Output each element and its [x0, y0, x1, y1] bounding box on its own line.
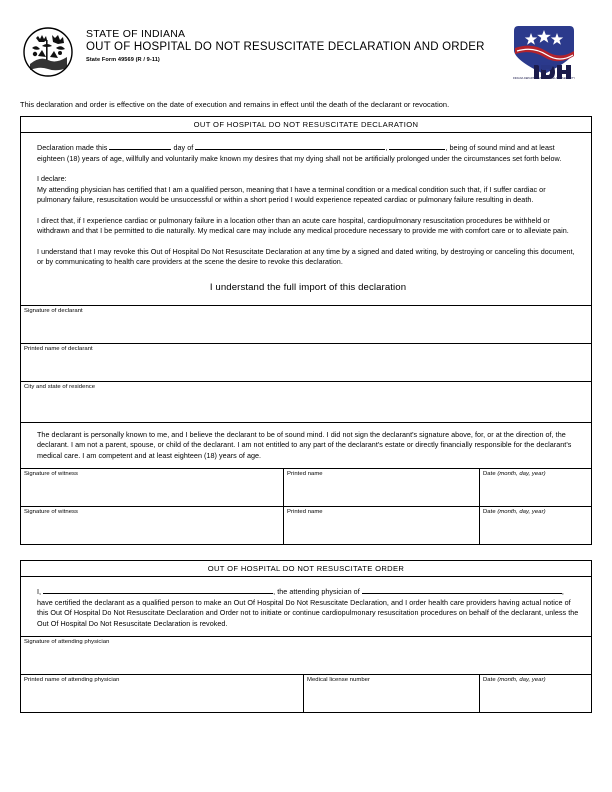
declaration-year-blank[interactable] — [389, 141, 445, 150]
witness-2-date-hint: (month, day, year) — [497, 509, 546, 515]
physician-date-hint: (month, day, year) — [497, 677, 546, 683]
order-physician-name-blank[interactable] — [43, 585, 273, 594]
state-line: STATE OF INDIANA — [86, 28, 186, 40]
printed-name-of-attending-physician-field[interactable] — [21, 675, 303, 712]
witness-1-date-text: Date — [483, 471, 498, 477]
printed-name-of-declarant-field[interactable] — [21, 344, 591, 381]
order-post-text: , have certified the declarant as a qualified person to make an Out Of Hospital Do Not Resuscitate Declaration, and I order health care providers having actual notice of this Out Of Hospital Do Not Resuscitate Declaration and Order not to initiate or continue cardiopulmonary resuscitation procedures on behalf of the declarant, unless the Out Of Hospital Do Not Resuscitate Declaration is revoked. — [37, 587, 579, 628]
physician-date-label — [483, 677, 591, 684]
header-text-block — [86, 24, 498, 64]
witness-2-printed-name-label: Printed name — [287, 509, 323, 515]
declarant-printed-name-row — [21, 343, 591, 381]
declaration-day-blank[interactable] — [109, 141, 171, 150]
witness-2-signature-field[interactable] — [21, 507, 283, 544]
logo-subtext: INDIANA DEPARTMENT OF HOMELAND SECURITY — [512, 77, 576, 80]
declaration-paragraph-1: My attending physician has certified that I am a qualified person, meaning that I have a terminal condition or a medical condition such that, if I suffer cardiac or pulmonary failure, resuscitation would be unsuccessful or within a short period I would experience repeated cardiac or pulmonary failure resulting in death. — [37, 184, 546, 204]
opening-mid1-text: day of — [173, 143, 194, 152]
declarant-city-state-row — [21, 381, 591, 422]
medical-license-number-label: Medical license number — [307, 677, 370, 683]
witness-1-signature-field[interactable] — [21, 469, 283, 506]
order-section — [20, 560, 592, 713]
form-header — [20, 24, 592, 86]
declaration-opening-paragraph — [37, 141, 579, 164]
witness-2-printed-name-field[interactable] — [283, 507, 479, 544]
form-number: State Form 49569 (R / 9-11) — [86, 57, 160, 63]
order-body — [21, 577, 591, 636]
witness-2-date-text: Date — [483, 509, 498, 515]
witness-1-date-field[interactable] — [479, 469, 591, 506]
physician-date-field[interactable] — [479, 675, 591, 712]
witness-1-printed-name-label: Printed name — [287, 471, 323, 477]
declaration-section-title: OUT OF HOSPITAL DO NOT RESUSCITATE DECLARATION — [21, 117, 591, 133]
signature-of-attending-physician-field[interactable] — [21, 637, 591, 674]
order-declarant-name-blank[interactable] — [362, 585, 562, 594]
table-row — [21, 506, 591, 544]
physician-date-text: Date — [483, 677, 498, 683]
declaration-body — [21, 133, 591, 305]
order-section-title: OUT OF HOSPITAL DO NOT RESUSCITATE ORDER — [21, 561, 591, 577]
witness-1-date-label — [483, 471, 591, 478]
page-title: OUT OF HOSPITAL DO NOT RESUSCITATE DECLARATION AND ORDER — [86, 41, 485, 53]
witness-2-date-label — [483, 509, 591, 516]
opening-post-text: , being of sound mind and at least eighteen (18) years of age, willfully and voluntarily make known my desires that my dying shall not be artificially prolonged under the circumstances set forth below. — [37, 143, 562, 163]
state-seal-icon — [22, 26, 74, 78]
intro-statement: This declaration and order is effective on the date of execution and remains in effect until the death of the declarant or revocation. — [20, 100, 450, 109]
city-and-state-of-residence-field[interactable] — [21, 382, 591, 422]
witness-1-date-hint: (month, day, year) — [497, 471, 546, 477]
medical-license-number-field[interactable] — [303, 675, 479, 712]
printed-name-of-declarant-label: Printed name of declarant — [24, 345, 93, 352]
full-import-statement: I understand the full import of this declaration — [209, 281, 407, 293]
declare-heading: I declare: — [37, 174, 67, 183]
idhs-logo — [498, 24, 590, 80]
table-row — [21, 674, 591, 712]
declaration-month-blank[interactable] — [195, 141, 388, 152]
section-gap — [20, 545, 592, 560]
printed-name-of-attending-physician-label: Printed name of attending physician — [24, 677, 120, 683]
opening-mid2-text: , — [385, 143, 388, 152]
table-row — [21, 468, 591, 506]
signature-of-declarant-field[interactable] — [21, 306, 591, 343]
declarant-signature-row — [21, 305, 591, 343]
order-opening-paragraph — [37, 585, 579, 629]
witness-1-signature-label: Signature of witness — [24, 471, 79, 477]
order-pre-text: I, — [37, 587, 42, 596]
physician-signature-row — [21, 636, 591, 674]
witness-statement-text: The declarant is personally known to me, and I believe the declarant to be of sound mind. I did not sign the declarant's signature above, for, or at the direction of, the declarant. I am not a parent, spouse, or child of the declarant. I am not entitled to any part of the declarant's estate or directly financially responsible for the declarant's medical care. I am competent and at least eighteen (18) years of age. — [37, 429, 572, 460]
declaration-paragraph-2: I direct that, if I experience cardiac or pulmonary failure in a location other than an acute care hospital, cardiopulmonary resuscitation procedures be withheld or withdrawn and that I be permitted to die naturally. My medical care may include any medical procedure necessary to provide me with comfort care or to alleviate pain. — [37, 215, 569, 235]
declaration-section — [20, 116, 592, 545]
declaration-paragraph-3: I understand that I may revoke this Out of Hospital Do Not Resuscitate Declaration at any time by a signed and dated writing, by destroying or canceling this document, or by communicating to health care providers at the scene the desire to revoke this declaration. — [37, 246, 575, 266]
witness-2-date-field[interactable] — [479, 507, 591, 544]
witness-1-printed-name-field[interactable] — [283, 469, 479, 506]
witness-2-signature-label: Signature of witness — [24, 509, 79, 515]
order-mid-text: , the attending physician of — [273, 587, 360, 596]
opening-pre-text: Declaration made this — [37, 143, 108, 152]
signature-of-attending-physician-label: Signature of attending physician — [24, 639, 110, 645]
city-and-state-of-residence-label: City and state of residence — [24, 383, 96, 390]
signature-of-declarant-label: Signature of declarant — [24, 307, 83, 314]
witness-attestation — [21, 422, 591, 469]
